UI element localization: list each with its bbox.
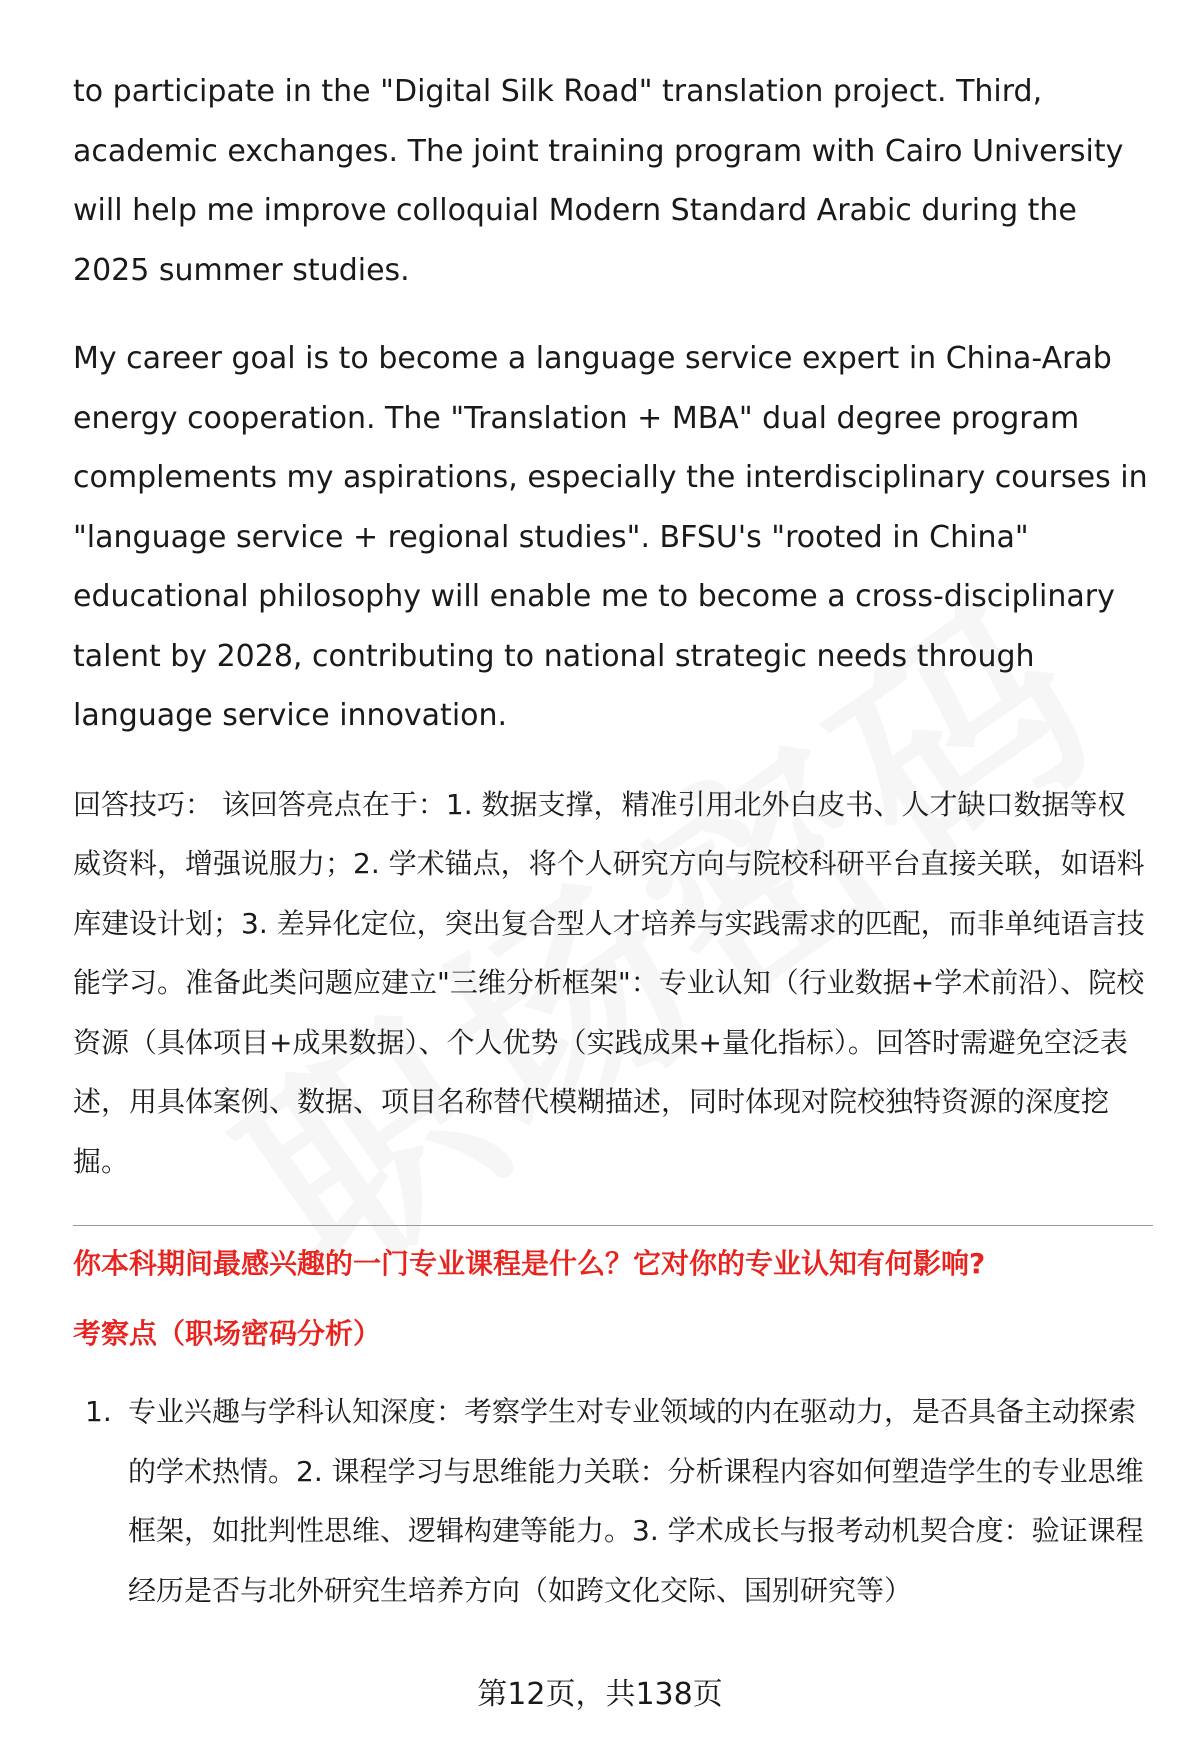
page-footer: 第12页，共138页 bbox=[477, 1677, 723, 1712]
section-heading: 考察点（职场密码分析） bbox=[73, 1317, 382, 1350]
paragraph-en-1: to participate in the "Digital Silk Road" translation project. Third, academic exchanges. The joint training program with Cairo University will help me improve colloquial Modern Standard Arabic during the 2025 summer studies. bbox=[73, 74, 1124, 288]
list-item-number: 1. bbox=[85, 1395, 112, 1428]
paragraph-en-2: My career goal is to become a language service expert in China-Arab energy cooperation. The "Translation + MBA" dual degree program complements my aspirations, especially the interdisciplinary courses in "language service + regional studies". BFSU's "rooted in China" educational philosophy will enable me to become a cross-disciplinary talent by 2028, contributing to national strategic needs through language service innovation. bbox=[73, 341, 1148, 733]
answer-tips: 回答技巧： 该回答亮点在于：1. 数据支撑，精准引用北外白皮书、人才缺口数据等权威资料，增强说服力；2. 学术锚点，将个人研究方向与院校科研平台直接关联，如语料库建设计划；3. 差异化定位，突出复合型人才培养与实践需求的匹配，而非单纯语言技能学习。准备此类问题应建立"三维分析框架"：专业认知（行业数据+学术前沿）、院校资源（具体项目+成果数据）、个人优势（实践成果+量化指标）。回答时需避免空泛表述，用具体案例、数据、项目名称替代模糊描述，同时体现对院校独特资源的深度挖掘。 bbox=[73, 787, 1145, 1178]
list-item bbox=[73, 1382, 1153, 1620]
question-heading: 你本科期间最感兴趣的一门专业课程是什么？它对你的专业认知有何影响? bbox=[73, 1247, 986, 1280]
divider bbox=[73, 1225, 1153, 1226]
list-item-text: 专业兴趣与学科认知深度：考察学生对专业领域的内在驱动力，是否具备主动探索的学术热情。2. 课程学习与思维能力关联：分析课程内容如何塑造学生的专业思维框架，如批判性思维、逻辑构建等能力。3. 学术成长与报考动机契合度：验证课程经历是否与北外研究生培养方向（如跨文化交际、国别研究等） bbox=[128, 1395, 1144, 1607]
document-body bbox=[73, 62, 1153, 1620]
